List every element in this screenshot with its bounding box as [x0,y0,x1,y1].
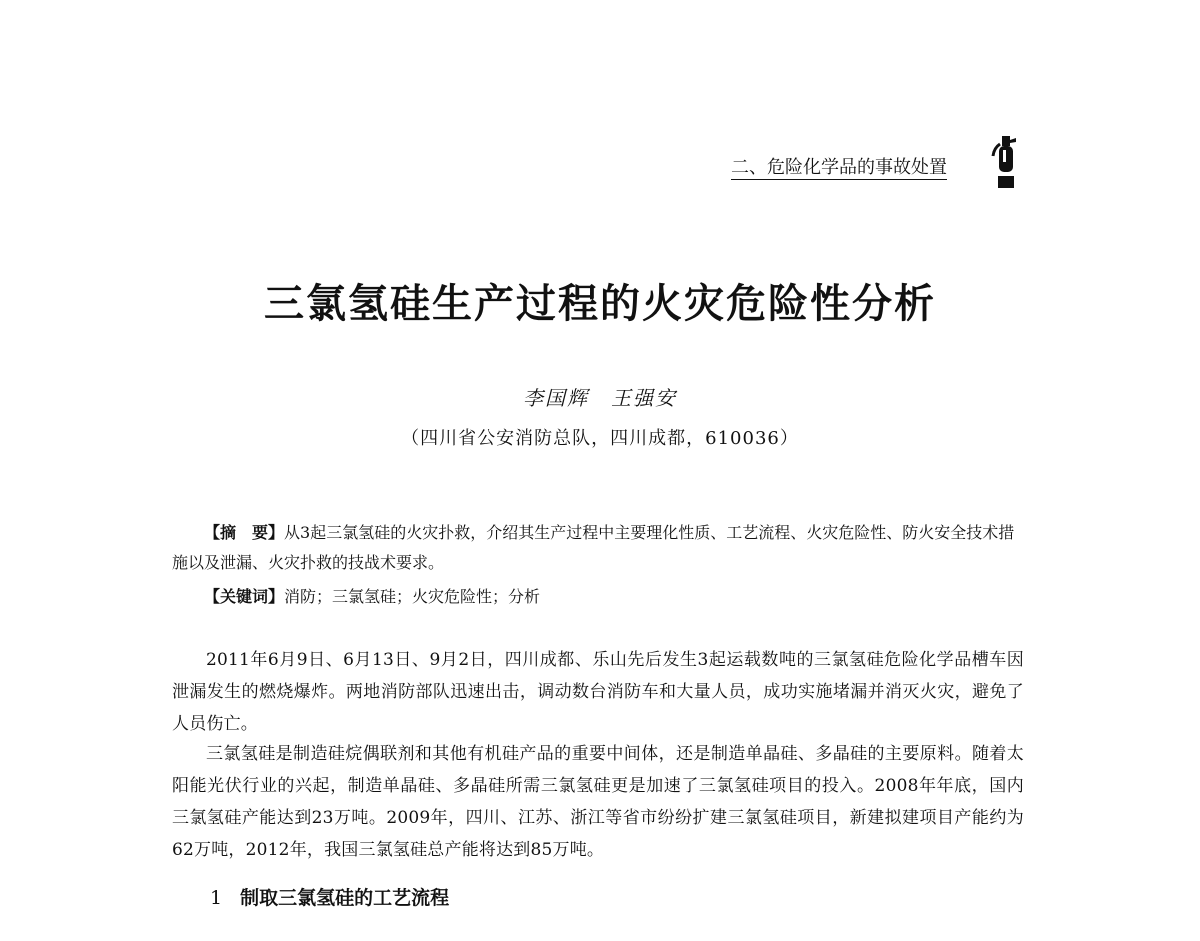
keywords [204,582,540,612]
body-paragraph: 三氯氢硅是制造硅烷偶联剂和其他有机硅产品的重要中间体，还是制造单晶硅、多晶硅的主要原料。随着太阳能光伏行业的兴起，制造单晶硅、多晶硅所需三氯氢硅更是加速了三氯氢硅项目的投入。2008年年底，国内三氯氢硅产能达到23万吨。2009年，四川、江苏、浙江等省市纷纷扩建三氯氢硅项目，新建拟建项目产能约为62万吨，2012年，我国三氯氢硅总产能将达到85万吨。 [172,744,1024,860]
abstract [172,518,1024,578]
abstract-text: 从3起三氯氢硅的火灾扑救，介绍其生产过程中主要理化性质、工艺流程、火灾危险性、防火安全技术措施以及泄漏、火灾扑救的技战术要求。 [172,523,1015,572]
running-header: 二、危险化学品的事故处置 [731,157,947,178]
fire-extinguisher-icon [990,134,1020,190]
section-number: 1 [210,887,223,909]
keywords-label: 【关键词】 [204,587,285,606]
abstract-label: 【摘 要】 [204,523,285,542]
keywords-text: 消防；三氯氢硅；火灾危险性；分析 [284,587,541,606]
body-paragraph: 2011年6月9日、6月13日、9月2日，四川成都、乐山先后发生3起运载数吨的三氯氢硅危险化学品槽车因泄漏发生的燃烧爆炸。两地消防部队迅速出击，调动数台消防车和大量人员，成功实施堵漏并消灭火灾，避免了人员伤亡。 [172,650,1024,734]
author-names: 李国辉 王强安 [523,386,677,410]
author-affiliation: （四川省公安消防总队，四川成都，610036） [401,428,799,449]
section-heading [210,883,449,910]
paper-title: 三氯氢硅生产过程的火灾危险性分析 [264,280,936,327]
section-title: 制取三氯氢硅的工艺流程 [240,887,450,909]
